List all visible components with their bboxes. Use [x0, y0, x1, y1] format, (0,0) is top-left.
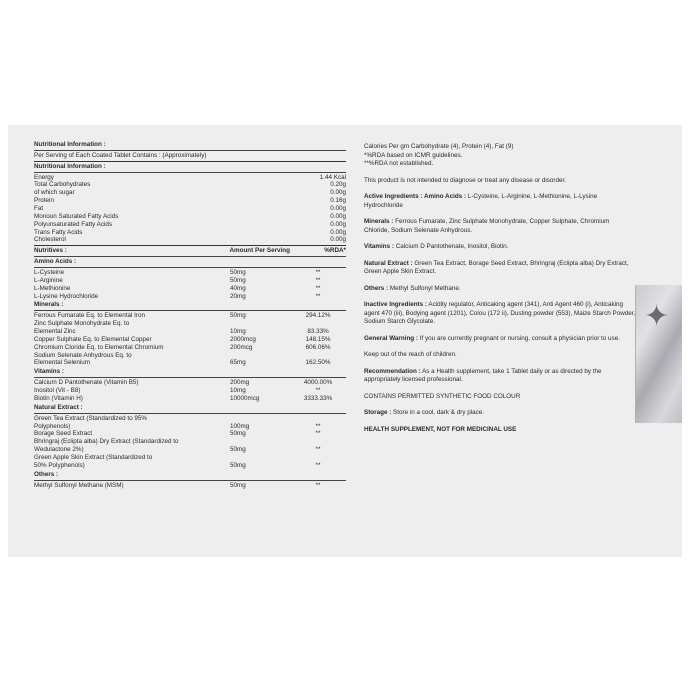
nutrient-row — [34, 352, 346, 360]
info-value: 0.00g — [330, 189, 346, 197]
info-table — [34, 174, 346, 245]
nutrient-name: Biotin (Vitamin H) — [34, 394, 83, 402]
nutrient-name: 50% Polyphenols) — [34, 461, 85, 469]
info-value: 0.00g — [330, 220, 346, 228]
nutrient-row — [34, 454, 346, 462]
nutrient-row — [34, 269, 346, 277]
nutrient-name: Calcium D Pantothenate (Vitamin B5) — [34, 379, 139, 387]
nutrient-row — [34, 320, 346, 328]
nutrient-amount: 50mg — [230, 276, 246, 284]
header-amount: Amount Per Serving — [229, 247, 290, 255]
group-title: Natural Extract : — [34, 403, 83, 411]
divider — [34, 377, 346, 378]
nutrient-amount — [230, 352, 290, 360]
vitamins-text: Calcium D Pantothenate, Inositol, Biotin. — [393, 243, 509, 250]
nutrient-amount: 200mg — [230, 379, 250, 387]
nutrient-name: Wedulactone 2%) — [34, 446, 84, 454]
children-note: Keep out of the reach of children. — [364, 351, 457, 358]
nutrient-rda: 4000.00% — [303, 379, 333, 387]
nutrient-name: L-Methionine — [34, 284, 71, 292]
nutrient-amount: 100mg — [230, 422, 250, 430]
divider — [34, 256, 346, 257]
nutrient-rda: ** — [315, 461, 321, 469]
nutrient-name: Polyphenols) — [34, 422, 71, 430]
active-label: Active Ingredients : Amino Acids : — [364, 193, 467, 200]
nutrient-name: Green Tea Extract (Standardized to 95% — [34, 414, 147, 422]
nutrient-rda: ** — [315, 292, 321, 300]
nutrient-amount: 50mg — [230, 461, 246, 469]
nutrient-name: Elemental Selenium — [34, 359, 91, 367]
storage-block — [364, 409, 636, 418]
health-note: HEALTH SUPPLEMENT, NOT FOR MEDICINAL USE — [364, 425, 517, 433]
nutrient-amount: 65mg — [230, 359, 246, 367]
nutrient-rda — [290, 352, 346, 360]
info-name: Polyunsaturated Fatty Acids — [34, 220, 113, 228]
nutrient-amount: 200mcg — [230, 343, 253, 351]
nutrient-amount: 20mg — [230, 292, 246, 300]
product-label-panel — [8, 125, 682, 557]
info-value: 1.44 Kcal — [319, 173, 346, 181]
nutrient-rda — [290, 320, 346, 328]
info-name: Protein — [34, 197, 54, 205]
info-row — [34, 221, 346, 229]
nutrient-amount: 50mg — [230, 269, 246, 277]
nutrient-row — [34, 293, 346, 301]
nutrient-rda: 148.15% — [305, 335, 331, 343]
active-text: L-Cysteine, L-Arginine, L-Methionine, L-Lysine Hydrochloride — [364, 193, 598, 209]
nutrient-amount — [230, 454, 290, 462]
info-name: Total Carbohydrates — [34, 181, 91, 189]
header-name: Nutritives : — [34, 247, 67, 255]
minerals-label: Minerals : — [364, 218, 394, 225]
nutrient-name: Borage Seed Extract — [34, 430, 93, 438]
recommend-text: As a Health supplement, take 1 Tablet daily or as directed by the appropriately licensed professional. — [364, 367, 602, 383]
others-label: Others : — [364, 284, 389, 292]
divider — [34, 172, 346, 173]
nutrient-rda: ** — [315, 269, 321, 277]
nutrient-rda: ** — [315, 446, 321, 454]
divider — [34, 245, 346, 246]
nutrient-rda: 162.50% — [305, 359, 331, 367]
info-title: Nutritional Information : — [34, 162, 106, 170]
rda-note-2: **%RDA not established. — [364, 160, 434, 167]
nutrient-row — [34, 379, 346, 387]
nutrient-rda: 3333.33% — [303, 394, 333, 402]
info-row — [34, 205, 346, 213]
recommend-block — [364, 368, 636, 385]
inactive-text: Acidity regulator, Anticaking agent (341), Anti Agent 460 (i), Anticaking agent 470 (iii), Bodying agent (1201), Colou (172 ii), Dusting powder (553), Maize Starch Powder, Sodium Starch Glycolate. — [364, 301, 636, 325]
info-name: Trans Fatty Acids — [34, 228, 83, 236]
warning-label: General Warning : — [364, 334, 418, 342]
details-column — [364, 143, 636, 442]
nutrient-name: Ferrous Fumarate Eq. to Elemental Iron — [34, 312, 145, 320]
serving-line: Per Serving of Each Coated Tablet Contains : (Approximately) — [34, 151, 207, 159]
info-row — [34, 197, 346, 205]
group-title: Amino Acids : — [34, 258, 77, 266]
rda-note: *%RDA based on ICMR guidelines. — [364, 151, 463, 159]
nutrient-amount: 2000mcg — [230, 335, 256, 343]
nutrient-groups — [34, 258, 346, 489]
active-ingredients — [364, 193, 636, 210]
nutrition-column — [34, 141, 346, 489]
calorie-notes — [364, 143, 636, 169]
nutrient-rda — [290, 415, 346, 423]
calories-line: Calories Per gm Carbohydrate (4), Protein (4), Fat (9) — [364, 143, 514, 150]
info-name: Fat — [34, 205, 44, 213]
warning-block — [364, 335, 636, 344]
divider — [34, 480, 346, 481]
nutrient-name: Elemental Zinc — [34, 328, 76, 336]
info-value: 0.00g — [330, 205, 346, 213]
info-value: 0.16g — [330, 197, 346, 205]
nutrient-row — [34, 336, 346, 344]
info-row — [34, 189, 346, 197]
nutrient-row — [34, 446, 346, 454]
nutrient-row — [34, 423, 346, 431]
storage-label: Storage : — [364, 409, 392, 416]
colour-note: CONTAINS PERMITTED SYNTHETIC FOOD COLOUR — [364, 392, 521, 400]
nutrient-amount: 50mg — [230, 481, 246, 489]
info-name: Cholesterol — [34, 236, 66, 244]
nutrient-amount: 40mg — [230, 284, 246, 292]
group-title: Vitamins : — [34, 368, 64, 376]
nutrient-name: Sodium Selenate Anhydrous Eq. to — [34, 351, 132, 359]
nutrient-amount: 10mg — [230, 328, 246, 336]
nutritional-title: Nutritional Information : — [34, 141, 106, 148]
divider — [34, 161, 346, 162]
nutrient-row — [34, 328, 346, 336]
natural-block — [364, 260, 636, 277]
info-name: of which sugar — [34, 189, 75, 197]
nutrient-row — [34, 387, 346, 395]
nutrient-rda: ** — [315, 430, 321, 438]
nutrient-name: Inositol (Vit - B8) — [34, 387, 81, 395]
divider — [34, 413, 346, 414]
info-row — [34, 213, 346, 221]
nutrient-row — [34, 462, 346, 470]
nutrient-rda: ** — [315, 481, 321, 489]
recommend-label: Recommendation : — [364, 367, 421, 375]
nutrient-name: Bhringraj (Eclipta alba) Dry Extract (Standardized to — [34, 438, 179, 446]
nutrient-rda — [290, 454, 346, 462]
nutrient-rda — [290, 438, 346, 446]
nutrient-row — [34, 482, 346, 490]
nutrient-amount: 50mg — [230, 430, 246, 438]
info-name: Monoun Saturated Fatty Acids — [34, 212, 119, 220]
nutrient-name: Zinc Sulphate Monohydrate Eq. to — [34, 320, 130, 328]
nutrient-row — [34, 285, 346, 293]
info-value: 0.20g — [330, 181, 346, 189]
minerals-block — [364, 218, 636, 235]
nutrient-row — [34, 430, 346, 438]
warning-text: If you are currently pregnant or nursing, consult a physician prior to use. — [418, 334, 620, 342]
disclaimer: This product is not intended to diagnose or treat any disease or disorder. — [364, 176, 566, 184]
group-title: Minerals : — [34, 301, 64, 309]
nutrient-name: L-Lysine Hydrochloride — [34, 292, 99, 300]
others-block — [364, 285, 636, 294]
nutrient-row — [34, 438, 346, 446]
nutrient-rda: 83.33% — [307, 328, 329, 336]
nutrient-amount: 10000mcg — [230, 394, 260, 402]
nutrient-row — [34, 277, 346, 285]
storage-text: Store in a cool, dark & dry place. — [391, 409, 485, 416]
nutrient-name: Green Apple Skin Extract (Standardized to — [34, 453, 153, 461]
info-value: 0.00g — [330, 236, 346, 244]
nutrient-row — [34, 312, 346, 320]
info-row — [34, 174, 346, 182]
nutrient-amount: 50mg — [230, 446, 246, 454]
nutrient-rda: ** — [315, 276, 321, 284]
info-row — [34, 236, 346, 244]
group-title: Others : — [34, 470, 59, 478]
natural-label: Natural Extract : — [364, 259, 413, 267]
nutrient-row — [34, 395, 346, 403]
nutrient-amount — [230, 320, 290, 328]
divider — [34, 267, 346, 268]
nutrient-rda: ** — [315, 284, 321, 292]
info-value: 0.00g — [330, 228, 346, 236]
vitamins-label: Vitamins : — [364, 243, 394, 250]
nutrient-amount: 50mg — [230, 312, 246, 320]
logo-mark-icon: ✦ — [644, 300, 670, 333]
inactive-label: Inactive Ingredients : — [364, 301, 427, 308]
minerals-text: Ferrous Fumarate, Zinc Sulphate Monohydrate, Copper Sulphate, Chromium Chloride, Sodium Selenate Anhydrous. — [364, 218, 610, 234]
nutrient-row — [34, 415, 346, 423]
nutrient-row — [34, 359, 346, 367]
nutrient-name: Copper Sulphate Eq. to Elemental Copper — [34, 335, 152, 343]
vitamins-block — [364, 243, 636, 252]
others-text: Methyl Sulfonyl Methane. — [388, 284, 461, 292]
nutrient-name: Methyl Sulfonyl Methane (MSM) — [34, 481, 124, 489]
divider — [34, 310, 346, 311]
nutrient-amount: 10mg — [230, 387, 246, 395]
nutrient-amount — [230, 415, 290, 423]
nutrient-name: Chromium Cloride Eq. to Elemental Chromium — [34, 343, 164, 351]
nutrient-rda: ** — [315, 387, 321, 395]
nutrient-amount — [230, 438, 290, 446]
nutrient-rda: 606.06% — [305, 343, 331, 351]
nutrient-rda: ** — [315, 422, 321, 430]
nutrient-header — [34, 247, 346, 255]
natural-text: Green Tea Extract, Borage Seed Extract, Bhringraj (Eclipta alba) Dry Extract, Green Apple Skin Extract. — [364, 259, 629, 275]
product-image-fragment — [635, 285, 682, 423]
divider — [34, 150, 346, 151]
info-value: 0.00g — [330, 212, 346, 220]
header-rda: %RDA* — [324, 247, 346, 255]
nutrient-name: L-Arginine — [34, 276, 63, 284]
info-row — [34, 229, 346, 237]
nutrient-name: L-Cysteine — [34, 269, 65, 277]
info-row — [34, 181, 346, 189]
nutrient-rda: 294.12% — [305, 312, 331, 320]
nutrient-row — [34, 344, 346, 352]
inactive-block — [364, 301, 636, 327]
info-name: Energy — [34, 173, 54, 181]
